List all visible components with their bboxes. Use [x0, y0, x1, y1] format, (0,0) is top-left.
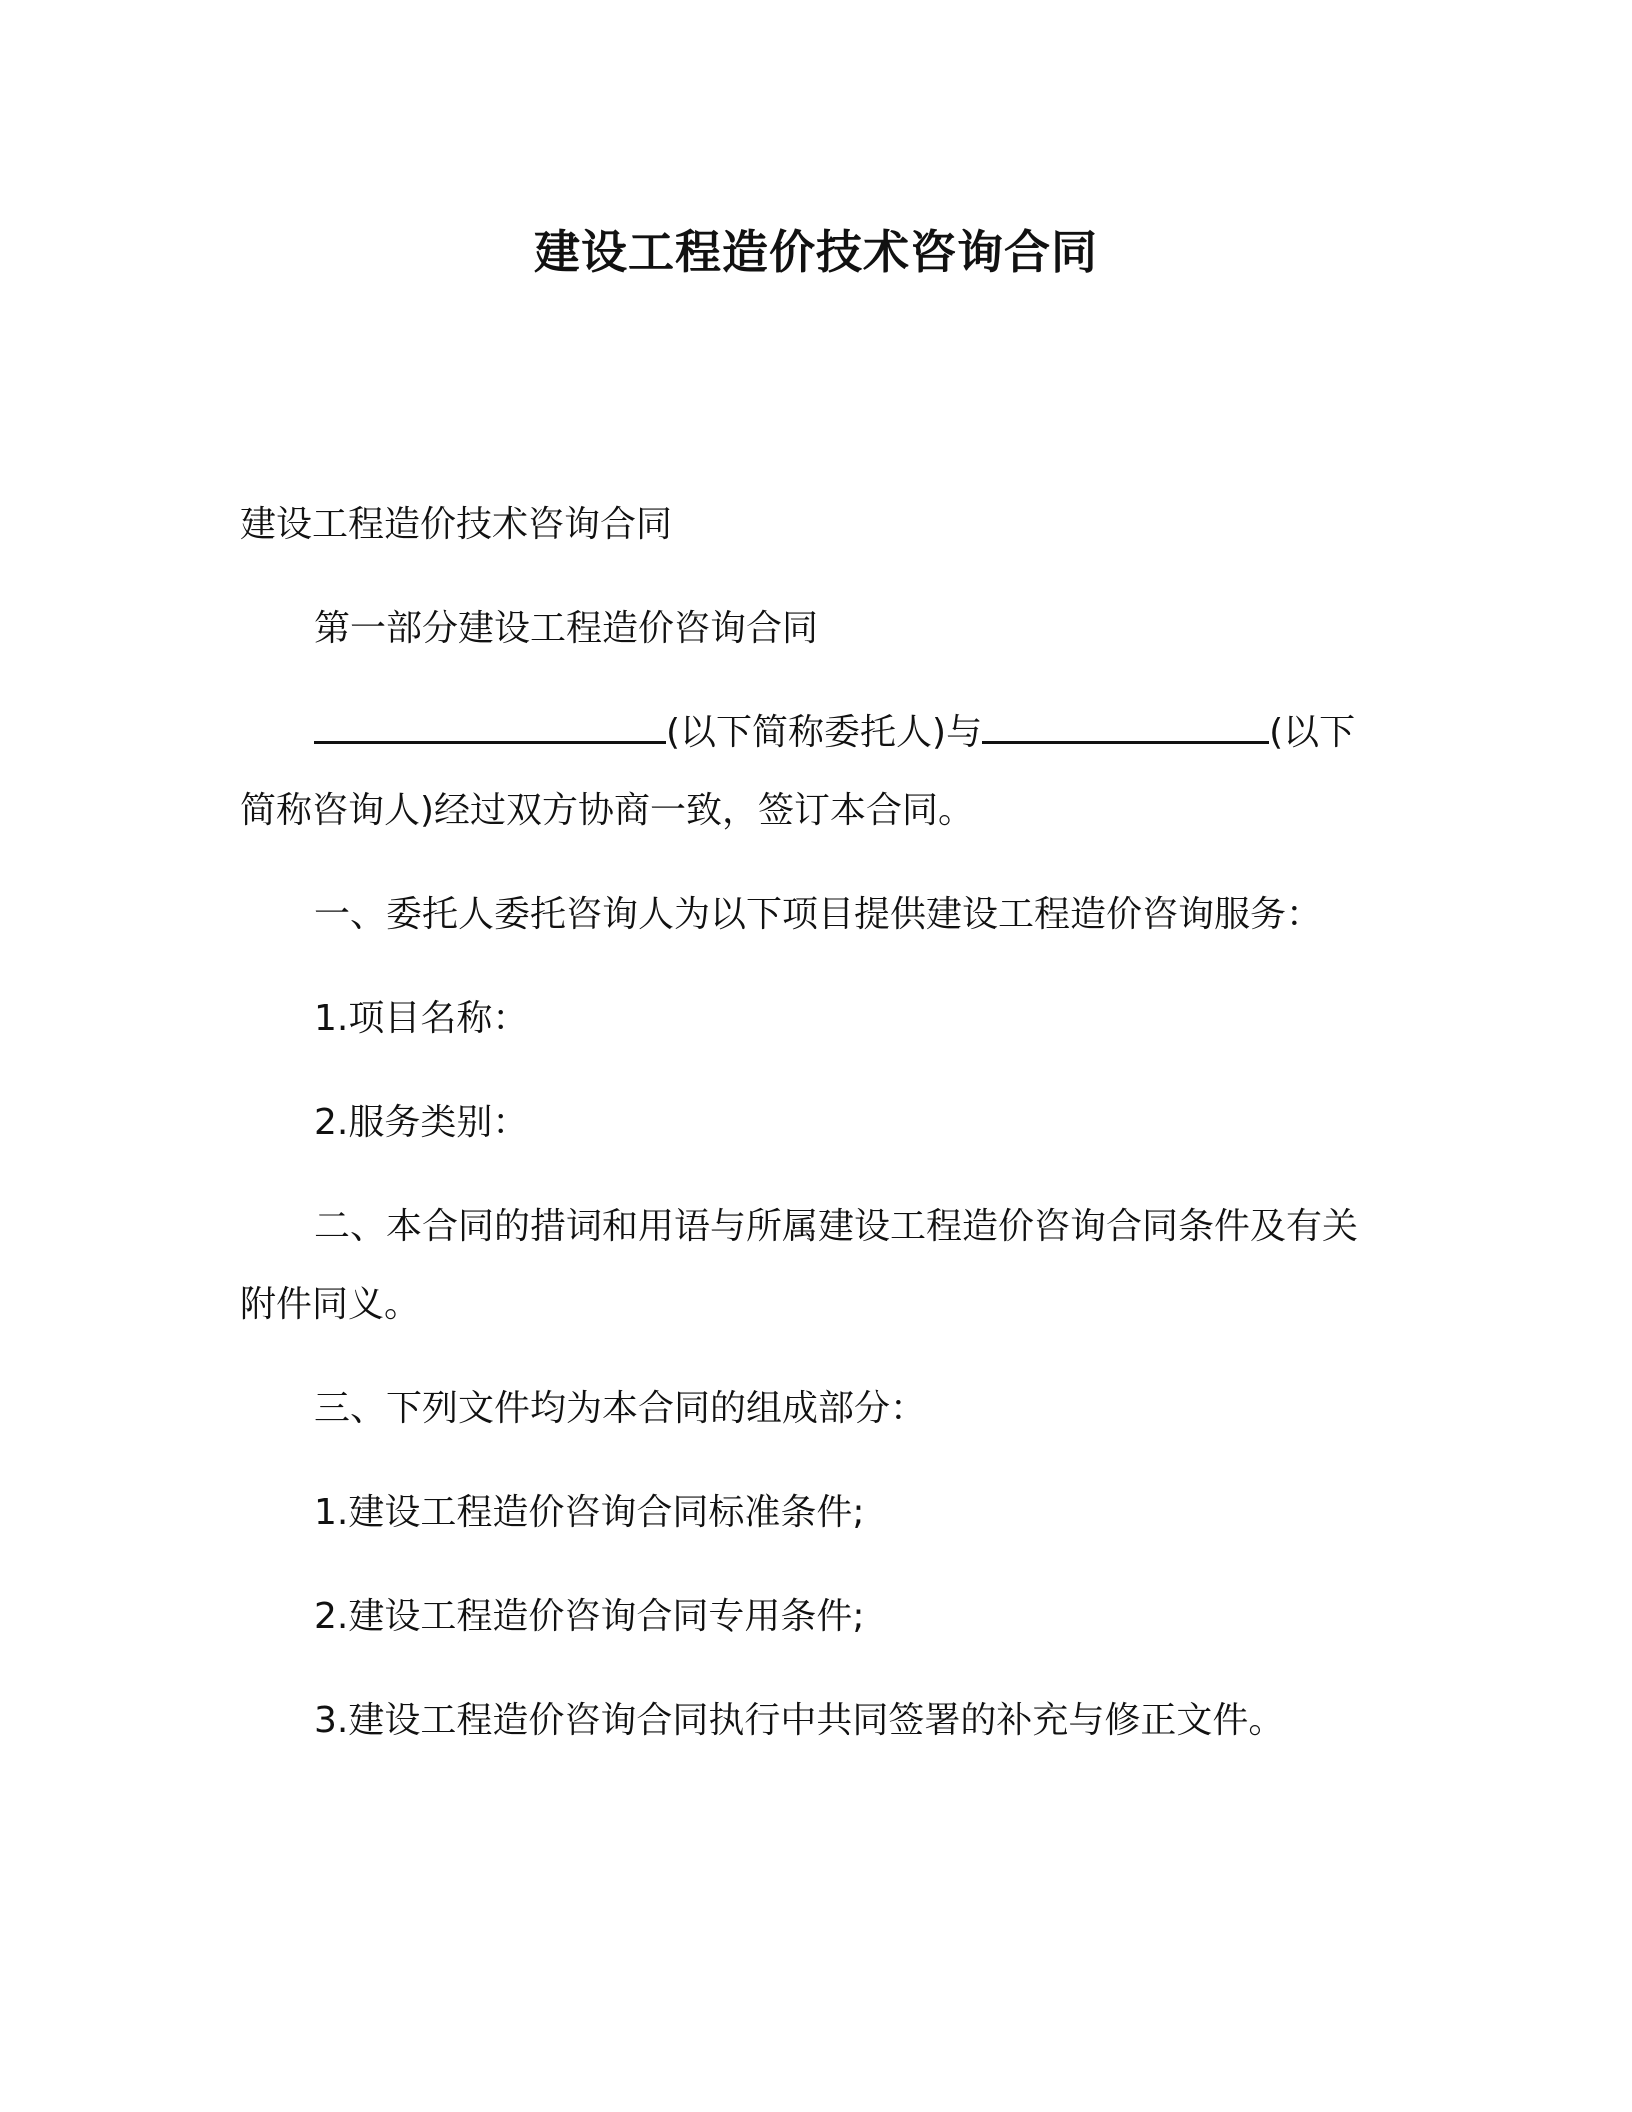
clause-1: 一、委托人委托咨询人为以下项目提供建设工程造价咨询服务： [314, 894, 1323, 935]
parties-text-b: (以下简称咨询人)经过双方协商一致，签订本合同。 [240, 712, 1356, 831]
document-body [240, 486, 1375, 1786]
item-project-name: 1.项目名称： [314, 998, 529, 1039]
doc-item-1: 1.建设工程造价咨询合同标准条件; [314, 1492, 865, 1533]
consultant-name-blank[interactable] [982, 707, 1269, 744]
doc-item-3: 3.建设工程造价咨询合同执行中共同签署的补充与修正文件。 [314, 1700, 1285, 1741]
parties-paragraph [240, 694, 1375, 850]
clause-3: 三、下列文件均为本合同的组成部分： [314, 1388, 927, 1429]
part-one-heading: 第一部分建设工程造价咨询合同 [314, 608, 819, 649]
parties-text-a: (以下简称委托人)与 [666, 712, 983, 753]
item-service-type: 2.服务类别： [314, 1102, 529, 1143]
clause-2: 二、本合同的措词和用语与所属建设工程造价咨询合同条件及有关附件同义。 [240, 1206, 1359, 1325]
doc-item-2: 2.建设工程造价咨询合同专用条件; [314, 1596, 865, 1637]
subtitle-paragraph: 建设工程造价技术咨询合同 [240, 504, 673, 545]
document-title: 建设工程造价技术咨询合同 [534, 225, 1098, 279]
client-name-blank[interactable] [314, 707, 666, 744]
